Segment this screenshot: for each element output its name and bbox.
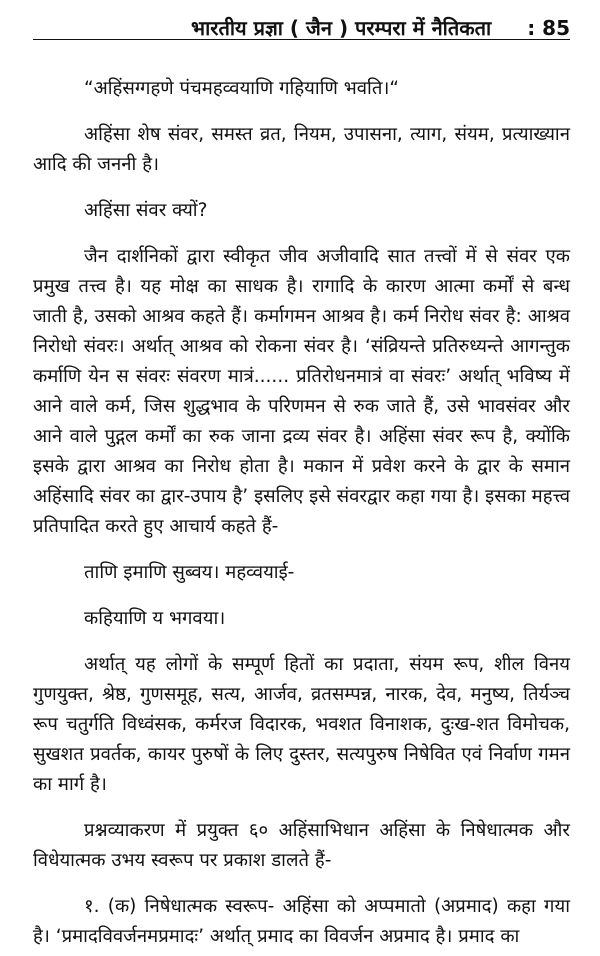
body-paragraph: १. (क) निषेधात्मक स्वरूप- अहिंसा को अप्पमातो (अप्रमाद) कहा गया है। ‘प्रमादविवर्जनमप्रमादः’ अर्थात् प्रमाद का विवर्जन अप्रमाद है। प्रमाद का: [33, 896, 570, 947]
body-paragraph: प्रश्नव्याकरण में प्रयुक्त ६० अहिंसाभिधान अहिंसा के निषेधात्मक और विधेयात्मक उभय स्वरूप पर प्रकाश डालते हैं-: [33, 820, 570, 871]
body-paragraph: अहिंसा शेष संवर, समस्त व्रत, नियम, उपासना, त्याग, संयम, प्रत्याख्यान आदि की जननी है।: [33, 124, 570, 175]
body-paragraph: जैन दार्शनिकों द्वारा स्वीकृत जीव अजीवादि सात तत्त्वों में से संवर एक प्रमुख तत्त्व है। यह मोक्ष का साधक है। रागादि के कारण आत्मा कर्मों से बन्ध जाती है, उसको आश्रव कहते हैं। कर्मागमन आश्रव है। कर्म निरोध संवर है: आश्रव निरोधो संवरः। अर्थात् आश्रव को रोकना संवर है। ‘संव्रियन्ते प्रतिरुध्यन्ते आगन्तुक कर्माणि येन स संवरः संवरण मात्रं...... प्रतिरोधनमात्रं वा संवरः’ अर्थात् भविष्य में आने वाले कर्म, जिस शुद्धभाव के परिणमन से रुक जाते हैं, उसे भावसंवर और आने वाले पुद्गल कर्मों का रुक जाना द्रव्य संवर है। अहिंसा संवर रूप है, क्योंकि इसके द्वारा आश्रव का निरोध होता है। मकान में प्रवेश करने के द्वार के समान अहिंसादि संवर का द्वार-उपाय है’ इसलिए इसे संवरद्वार कहा गया है। इसका महत्त्व प्रतिपादित करते हुए आचार्य कहते हैं-: [33, 246, 570, 537]
page-body: [33, 40, 570, 952]
chapter-title: भारतीय प्रज्ञा ( जैन ) परम्परा में नैतिकता: [191, 16, 492, 40]
quote-paragraph: “अहिंसग्गहणे पंचमहव्वयाणि गहियाणि भवति।“: [84, 78, 399, 99]
prakrit-verse-line: ताणि इमाणि सुब्वय। महव्वयाई-: [84, 562, 295, 583]
running-header: [33, 0, 570, 40]
body-paragraph: अर्थात् यह लोगों के सम्पूर्ण हितों का प्रदाता, संयम रूप, शील विनय गुणयुक्त, श्रेष्ठ, गुणसमूह, सत्य, आर्जव, व्रतसम्पन्न, नारक, देव, मनुष्य, तिर्यञ्च रूप चतुर्गति विध्वंसक, कर्मरज विदारक, भवशत विनाशक, दुःख-शत विमोचक, सुखशत प्रवर्तक, कायर पुरुषों के लिए दुस्तर, सत्यपुरुष निषेवित एवं निर्वाण गमन का मार्ग है।: [33, 654, 570, 795]
page-number: : 85: [527, 16, 570, 40]
section-question: अहिंसा संवर क्यों?: [84, 200, 208, 221]
prakrit-verse-line: कहियाणि य भगवया।: [84, 608, 226, 629]
